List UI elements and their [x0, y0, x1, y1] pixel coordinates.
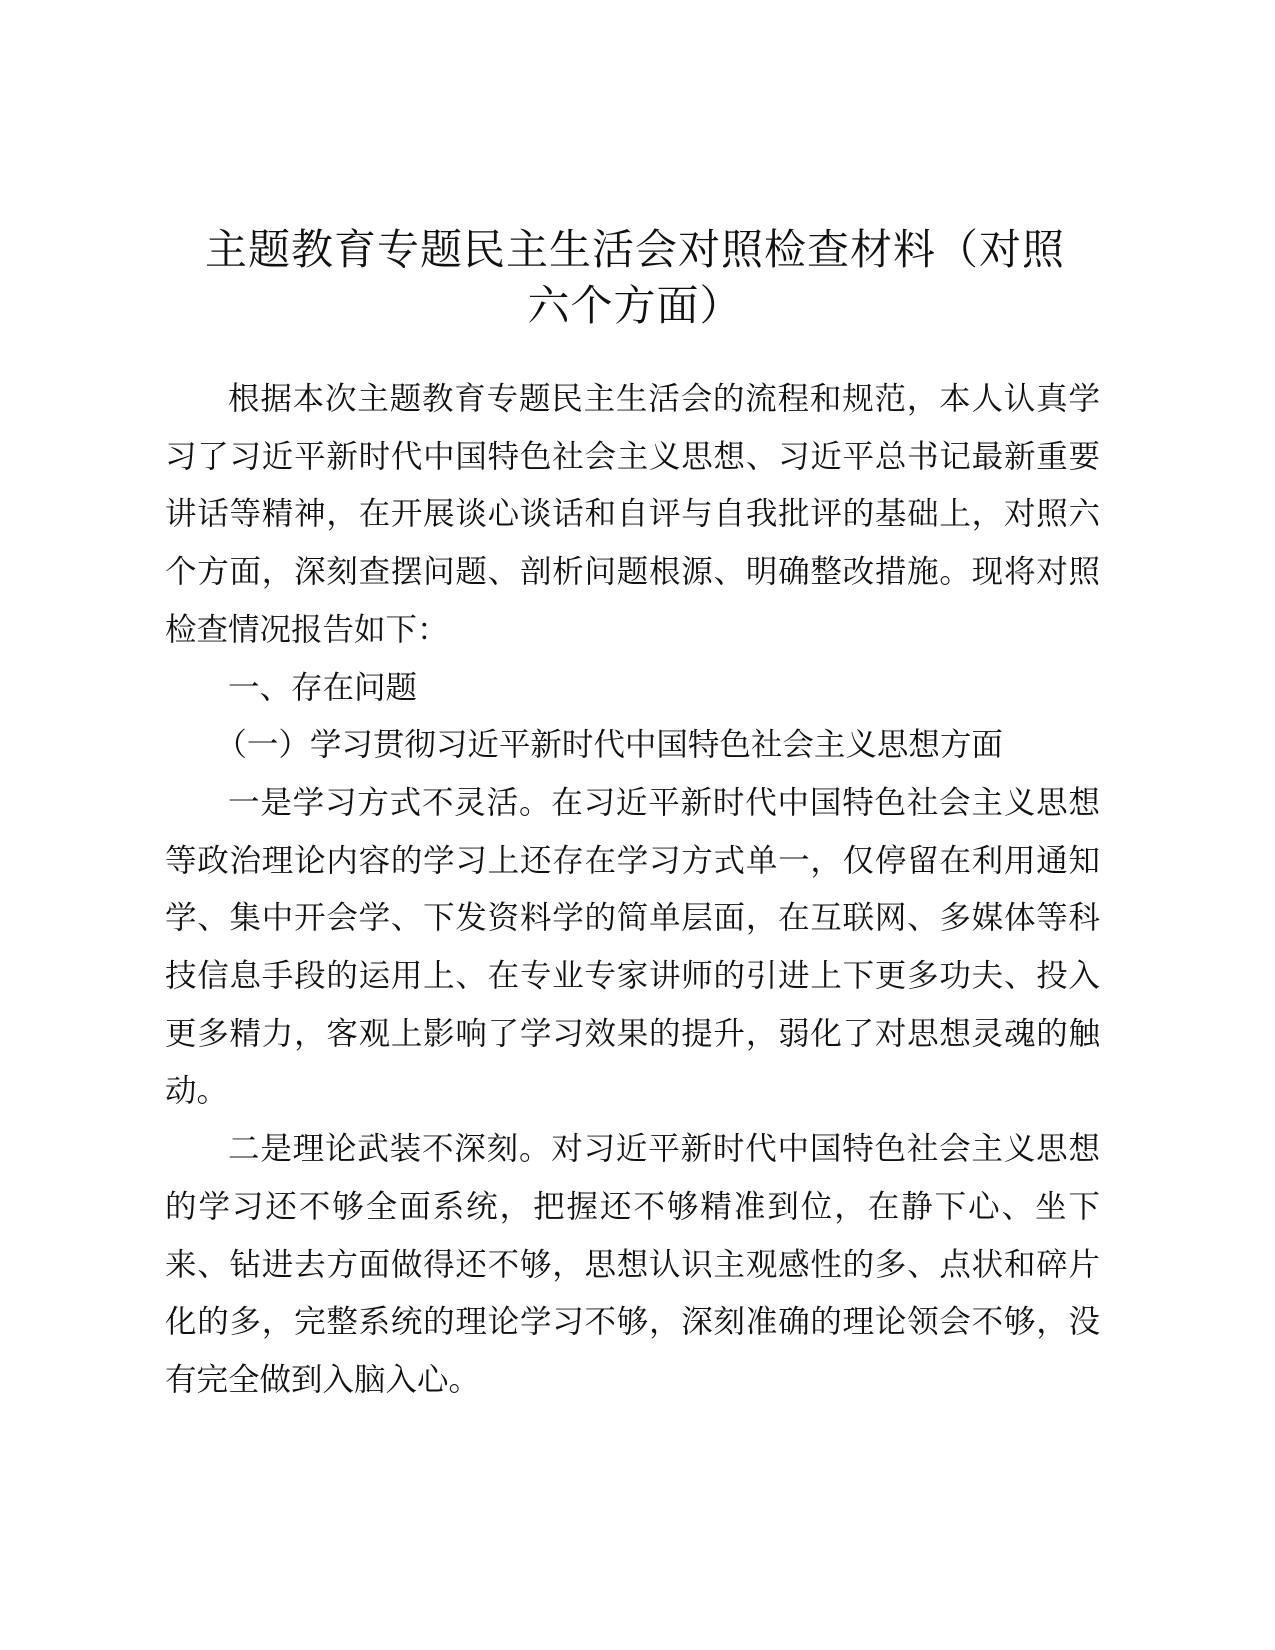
title-line-2: 六个方面）	[527, 281, 743, 330]
point-two-paragraph: 二是理论武装不深刻。对习近平新时代中国特色社会主义思想的学习还不够全面系统，把握还不够精准到位，在静下心、坐下来、钻进去方面做得还不够，思想认识主观感性的多、点状和碎片化的多，完整系统的理论学习不够，深刻准确的理论领会不够，没有完全做到入脑入心。	[165, 1131, 1100, 1398]
intro-paragraph: 根据本次主题教育专题民主生活会的流程和规范，本人认真学习了习近平新时代中国特色社会主义思想、习近平总书记最新重要讲话等精神，在开展谈心谈话和自评与自我批评的基础上，对照六个方面，深刻查摆问题、剖析问题根源、明确整改措施。现将对照检查情况报告如下：	[165, 381, 1100, 648]
document-title	[165, 222, 1105, 334]
document-body	[165, 371, 1100, 1410]
title-line-1: 主题教育专题民主生活会对照检查材料（对照	[204, 225, 1065, 274]
section-heading-problems: 一、存在问题	[228, 669, 418, 706]
point-one-paragraph: 一是学习方式不灵活。在习近平新时代中国特色社会主义思想等政治理论内容的学习上还存在学习方式单一，仅停留在利用通知学、集中开会学、下发资料学的简单层面，在互联网、多媒体等科技信息手段的运用上、在专业专家讲师的引进上下更多功夫、投入更多精力，客观上影响了学习效果的提升，弱化了对思想灵魂的触动。	[165, 784, 1100, 1110]
subsection-heading-study: （一）学习贯彻习近平新时代中国特色社会主义思想方面	[215, 727, 1003, 764]
